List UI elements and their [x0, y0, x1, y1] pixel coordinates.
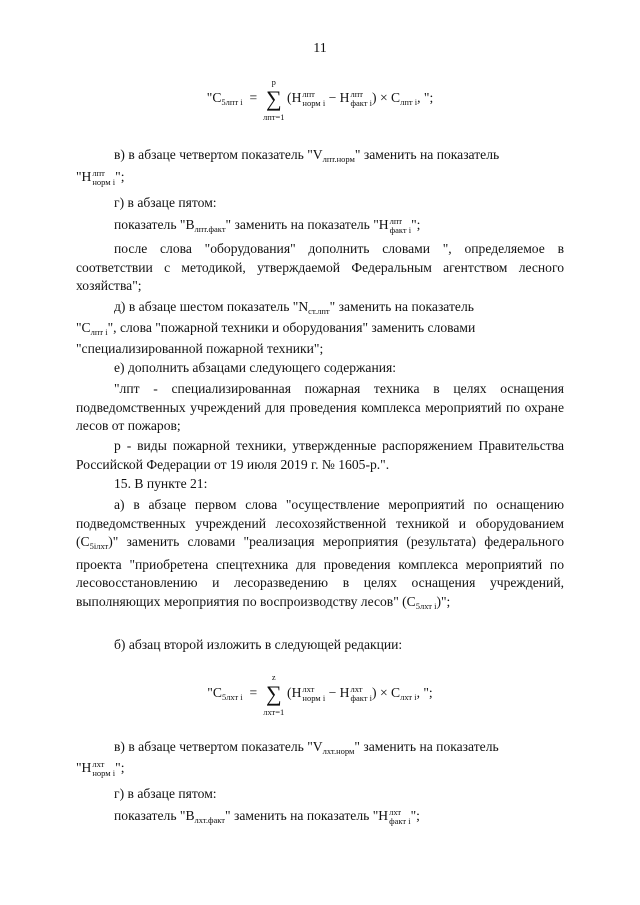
- page-number: 11: [313, 41, 327, 56]
- paragraph-item-e: е) дополнить абзацами следующего содержания:: [114, 360, 397, 375]
- sum-operator: p ∑ лпт=1: [263, 77, 285, 122]
- sum-operator: z ∑ лхт=1: [263, 672, 285, 717]
- formula-1: "$C_{5лпт i}$ = p ∑ лпт=1 (H лпт норм i − H лпт факт i ) × $C_{лпт i}$, ";: [206, 77, 434, 122]
- paragraph-item-a: а) в абзаце первом слова "осуществление мероприятий по оснащению подведомственных учреждений лесохозяйственной техникой и оборудованием $(C_{5iлхт})$" заменить словами "реализация мероприятия (результата) федерального проекта "приобретена спецтехника для проведения комплекса мероприятий по лесовосстановлению и лесоразведению в целях оснащения учреждений, выполняющих мероприятия по воспроизводству лесов" $(C_{5лхт i})$";: [76, 497, 564, 611]
- paragraph-item-g-2: г) в абзаце пятом:: [114, 786, 217, 801]
- paragraph-n-st-lpt: д) в абзаце шестом показатель "$N_{ст.лпт}$" заменить на показатель: [114, 299, 474, 316]
- paragraph-p-definition: p - виды пожарной техники, утвержденные распоряжением Правительства Российской Федерации от 19 июля 2019 г. № 1605-р.".: [76, 438, 564, 472]
- formula-2: "$C_{5лхт i}$ = z ∑ лхт=1 (H лхт норм i − H лхт факт i ) × $C_{лхт i}$, ";: [207, 672, 433, 717]
- paragraph-n-st-lpt-end: "специализированной пожарной техники";: [76, 341, 324, 356]
- paragraph-v-norm-lpt-cont: "H лпт норм i ";: [76, 167, 125, 187]
- paragraph-b-fakt-lht: показатель "$B_{лхт.факт}$" заменить на показатель "H лхт факт i ";: [114, 806, 420, 826]
- paragraph-item-b: б) абзац второй изложить в следующей редакции:: [114, 637, 403, 652]
- paragraph-v-norm-lht-cont: "H лхт норм i ";: [76, 758, 125, 778]
- paragraph-item-15: 15. В пункте 21:: [114, 476, 208, 491]
- paragraph-v-norm-lht: в) в абзаце четвертом показатель "$V_{лхт.норм}$" заменить на показатель: [114, 739, 499, 756]
- paragraph-b-fakt-lpt: показатель "$B_{лпт.факт}$" заменить на показатель "H лпт факт i ";: [114, 215, 421, 235]
- paragraph-equipment-addition: после слова "оборудования" дополнить словами ", определяемое в соответствии с методикой, утверждаемой Федеральным агентством лесного хозяйства";: [76, 241, 564, 294]
- paragraph-item-g: г) в абзаце пятом:: [114, 195, 217, 210]
- paragraph-n-st-lpt-cont: "$C_{лпт i}$", слова "пожарной техники и оборудования" заменить словами: [76, 320, 476, 337]
- paragraph-v-norm-lpt: в) в абзаце четвертом показатель "$V_{лпт.норм}$" заменить на показатель: [114, 147, 500, 164]
- paragraph-lpt-definition: "лпт - специализированная пожарная техника в целях оснащения подведомственных учреждений для проведения комплекса мероприятий по охране лесов от пожаров;: [76, 381, 564, 434]
